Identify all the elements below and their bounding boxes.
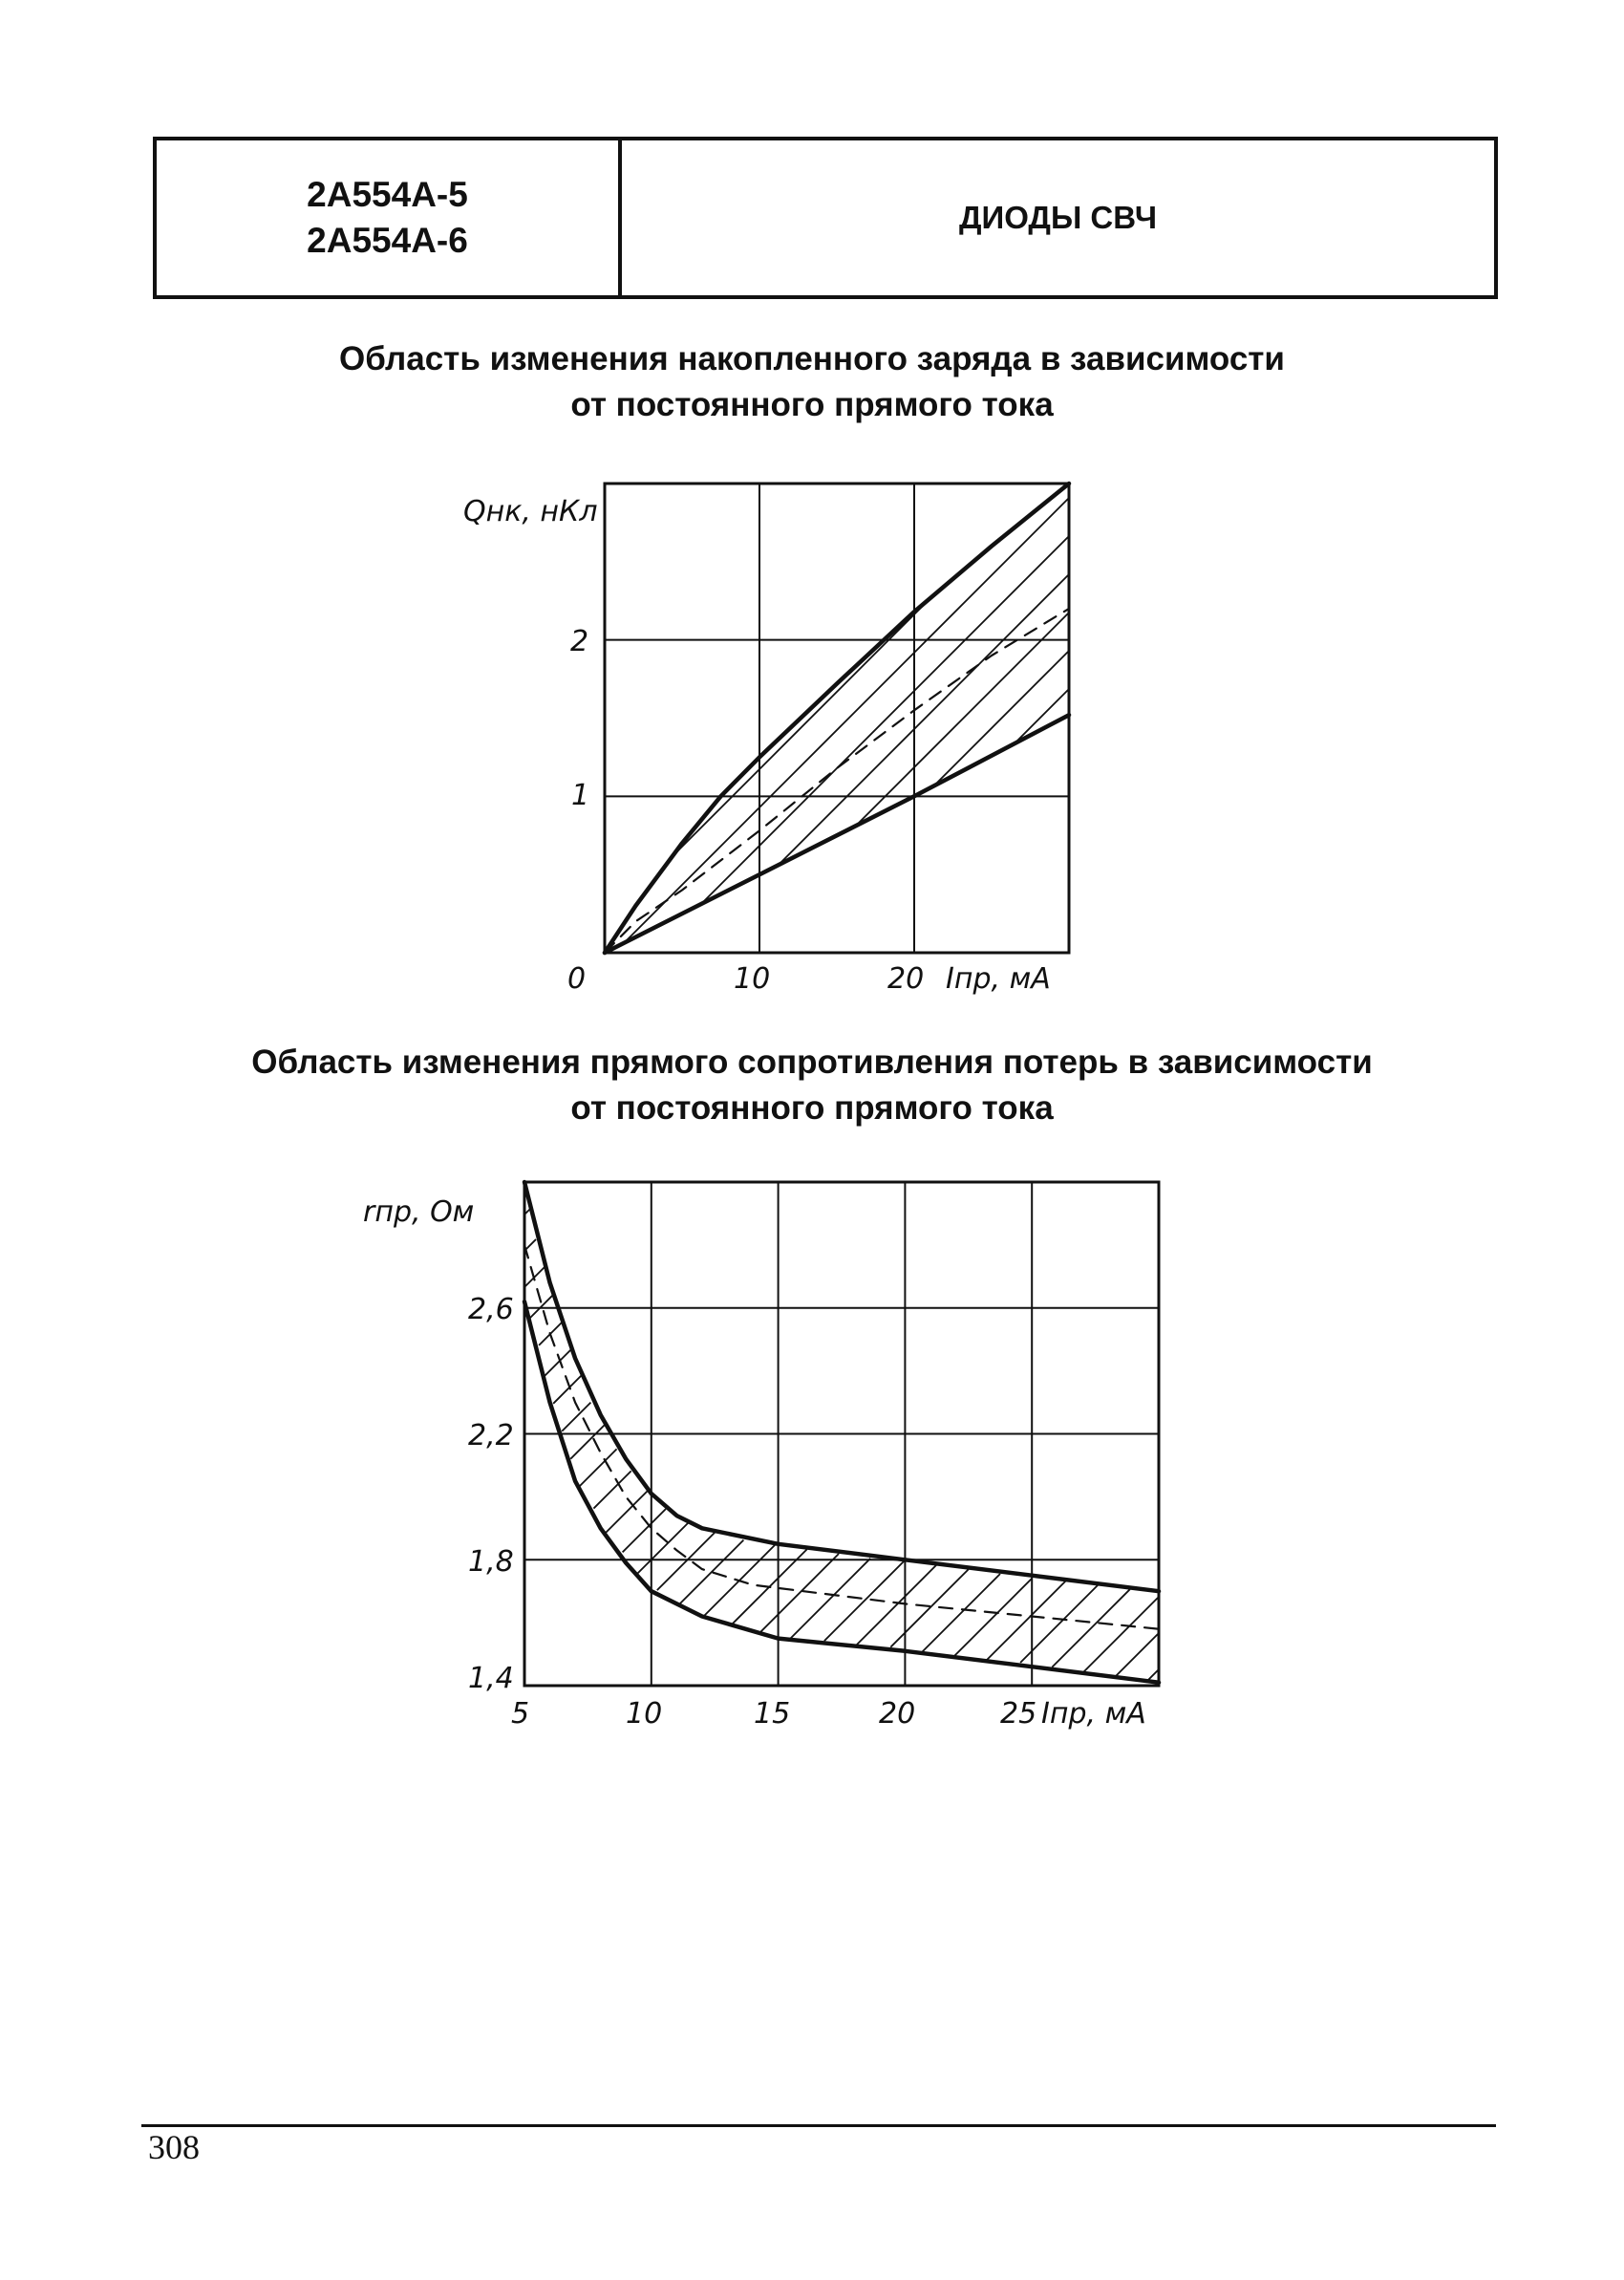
chart-title-line: от постоянного прямого тока bbox=[570, 1089, 1054, 1127]
resistance-chart-hatch-line bbox=[890, 1569, 968, 1646]
footer-rule bbox=[141, 2124, 1496, 2127]
page-number: 308 bbox=[148, 2128, 200, 2166]
resistance-chart bbox=[363, 1182, 1159, 1731]
charge-chart-lower-curve bbox=[605, 715, 1069, 953]
charge-chart-ytick-label: 2 bbox=[570, 625, 589, 658]
resistance-chart-ylabel: rпр, Ом bbox=[363, 1195, 475, 1229]
resistance-chart-hatch-line bbox=[954, 1579, 1032, 1656]
resistance-chart-ytick-label: 2,6 bbox=[468, 1293, 514, 1326]
resistance-chart-hatch-line bbox=[824, 1560, 906, 1642]
charge-chart-ylabel: Qнк, нКл bbox=[463, 495, 598, 528]
resistance-chart-hatch-line bbox=[623, 1509, 666, 1552]
charge-chart-hatch-line bbox=[856, 613, 1069, 826]
model-name: 2А554А-6 bbox=[307, 221, 468, 260]
charge-chart bbox=[463, 484, 1069, 996]
resistance-chart-series bbox=[524, 1182, 1159, 1683]
resistance-chart-hatch-line bbox=[986, 1581, 1067, 1662]
chart-title-line: Область изменения прямого сопротивления потерь в зависимости bbox=[251, 1043, 1373, 1081]
resistance-chart-ytick-label: 1,4 bbox=[468, 1662, 514, 1695]
model-name: 2А554А-5 bbox=[307, 175, 468, 214]
resistance-chart-xlabel: Iпр, мА bbox=[1041, 1697, 1146, 1731]
charge-chart-xtick-label: 20 bbox=[887, 962, 925, 996]
resistance-chart-xtick-label: 5 bbox=[511, 1697, 530, 1731]
charge-chart-upper-curve bbox=[605, 484, 1069, 953]
resistance-chart-hatch-line bbox=[579, 1449, 616, 1486]
resistance-chart-ytick-label: 2,2 bbox=[468, 1419, 514, 1452]
resistance-chart-hatch-line bbox=[1052, 1589, 1129, 1667]
charge-chart-series bbox=[605, 484, 1069, 953]
charge-chart-hatch-line bbox=[1016, 689, 1069, 742]
resistance-chart-hatch-line bbox=[530, 1295, 553, 1318]
resistance-chart-hatch-line bbox=[680, 1540, 743, 1603]
device-category: ДИОДЫ СВЧ bbox=[958, 200, 1158, 235]
resistance-chart-grid bbox=[524, 1182, 1159, 1686]
charge-chart-plot-frame bbox=[605, 484, 1069, 953]
resistance-chart-typical-curve bbox=[524, 1245, 1159, 1629]
resistance-chart-hatch-line bbox=[1116, 1633, 1159, 1676]
resistance-chart-hatch-line bbox=[606, 1490, 649, 1533]
charge-chart-hatch-line bbox=[780, 574, 1069, 864]
resistance-chart-hatch-line bbox=[593, 1471, 630, 1508]
charge-chart-xtick-label: 10 bbox=[734, 962, 771, 996]
charge-chart-xlabel: Iпр, мА bbox=[946, 962, 1051, 996]
resistance-chart-lower-curve bbox=[524, 1301, 1159, 1683]
charge-chart-grid bbox=[605, 484, 1069, 953]
charge-chart-hatch-line bbox=[626, 498, 1069, 941]
charge-chart-ytick-label: 1 bbox=[571, 779, 590, 812]
charge-chart-origin-label: 0 bbox=[567, 962, 587, 996]
resistance-chart-hatch-line bbox=[1084, 1597, 1159, 1671]
resistance-chart-ytick-label: 1,8 bbox=[468, 1545, 514, 1579]
resistance-chart-upper-curve bbox=[524, 1182, 1159, 1591]
chart-title-line: от постоянного прямого тока bbox=[570, 386, 1054, 423]
resistance-chart-xtick-label: 10 bbox=[626, 1697, 663, 1731]
chart-title-line: Область изменения накопленного заряда в зависимости bbox=[339, 340, 1285, 377]
resistance-chart-xtick-label: 25 bbox=[1000, 1697, 1037, 1731]
charge-chart-hatch-line bbox=[934, 651, 1069, 785]
charge-chart-hatching bbox=[626, 498, 1069, 941]
charge-chart-hatch-line bbox=[702, 536, 1069, 903]
resistance-chart-xtick-label: 15 bbox=[754, 1697, 791, 1731]
resistance-chart-xtick-label: 20 bbox=[879, 1697, 916, 1731]
charge-chart-typical-curve bbox=[605, 609, 1069, 953]
resistance-chart-hatch-line bbox=[760, 1554, 838, 1631]
